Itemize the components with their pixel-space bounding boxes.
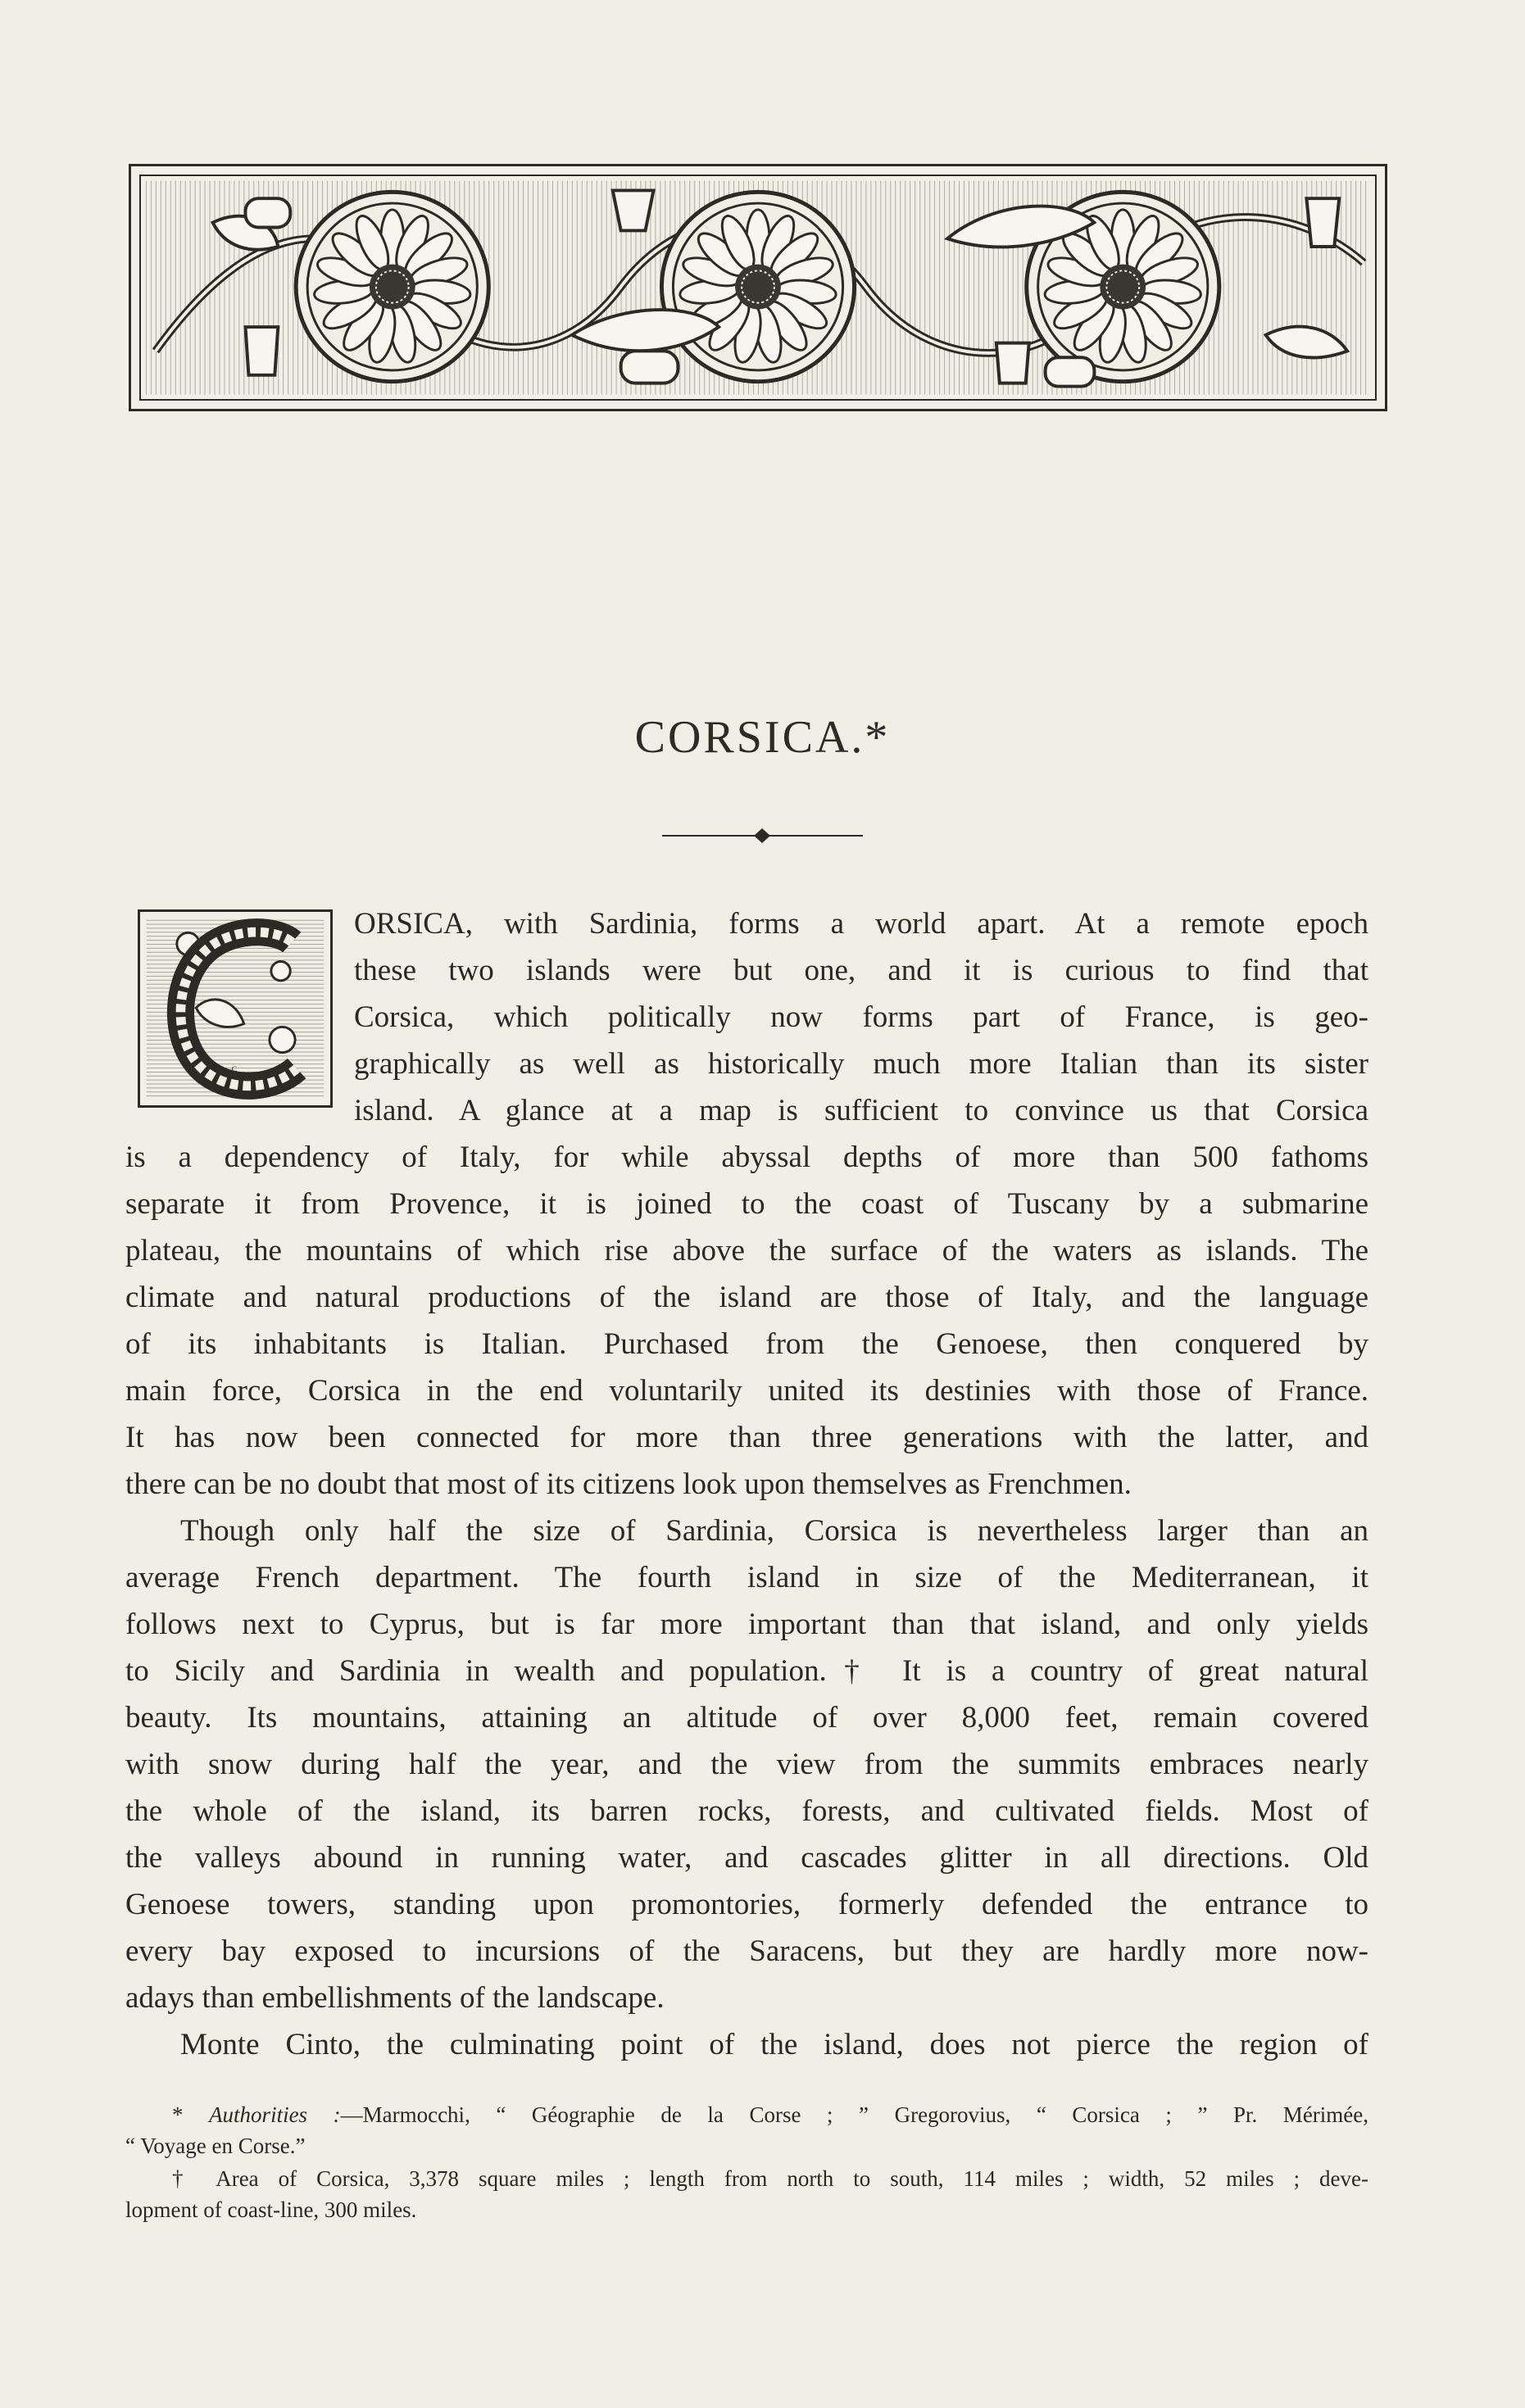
- text-line: the valleys abound in running water, and cascades glitter in all directions. Old: [125, 1841, 1368, 1875]
- text-line: these two islands were but one, and it is curious to find that: [354, 954, 1368, 987]
- text-line: adays than embellishments of the landscape.: [125, 1981, 665, 2015]
- ornamental-initial-c-icon: [140, 912, 330, 1105]
- dropcap-letter: C: [231, 1065, 238, 1075]
- text-line: Genoese towers, standing upon promontories, formerly defended the entrance to: [125, 1888, 1368, 1921]
- text-line: Monte Cinto, the culminating point of the island, does not pierce the region of: [180, 2028, 1368, 2061]
- text-line: Corsica, which politically now forms part of France, is geo-: [354, 1000, 1368, 1034]
- text-line: main force, Corsica in the end voluntarily united its destinies with those of France.: [125, 1374, 1368, 1408]
- text-line: separate it from Provence, it is joined to the coast of Tuscany by a submarine: [125, 1187, 1368, 1221]
- page-title: CORSICA.*: [634, 712, 891, 763]
- text-line: It has now been connected for more than three generations with the latter, and: [125, 1421, 1368, 1454]
- text-line: beauty. Its mountains, attaining an altitude of over 8,000 feet, remain covered: [125, 1701, 1368, 1735]
- text-line: there can be no doubt that most of its citizens look upon themselves as Frenchmen.: [125, 1467, 1132, 1501]
- floral-ornament-icon: [131, 166, 1385, 409]
- text-line: island. A glance at a map is sufficient to convince us that Corsica: [354, 1094, 1368, 1127]
- text-line: follows next to Cyprus, but is far more important than that island, and only yields: [125, 1608, 1368, 1641]
- diamond-rule-icon: [662, 826, 863, 846]
- text-line: Though only half the size of Sardinia, Corsica is nevertheless larger than an: [180, 1514, 1368, 1548]
- text-line: plateau, the mountains of which rise above the surface of the waters as islands. The: [125, 1234, 1368, 1267]
- drop-cap: [138, 909, 333, 1108]
- text-line: is a dependency of Italy, for while abyssal depths of more than 500 fathoms: [125, 1141, 1368, 1174]
- text-line: to Sicily and Sardinia in wealth and population.† It is a country of great natural: [125, 1654, 1368, 1688]
- text-line: average French department. The fourth island in size of the Mediterranean, it: [125, 1561, 1368, 1594]
- text-line: of its inhabitants is Italian. Purchased from the Genoese, then conquered by: [125, 1327, 1368, 1361]
- footnote-2-line-1: † Area of Corsica, 3,378 square miles ; length from north to south, 114 miles ; width, 52 miles ; deve-: [172, 2166, 1368, 2191]
- text-line: every bay exposed to incursions of the Saracens, but they are hardly more now-: [125, 1934, 1368, 1968]
- footnote-1-line-2: “ Voyage en Corse.”: [125, 2134, 306, 2158]
- text-line: ORSICA, with Sardinia, forms a world apart. At a remote epoch: [354, 907, 1368, 941]
- text-line: climate and natural productions of the island are those of Italy, and the language: [125, 1281, 1368, 1314]
- footnote-2-line-2: lopment of coast-line, 300 miles.: [125, 2197, 417, 2222]
- text-line: with snow during half the year, and the view from the summits embraces nearly: [125, 1748, 1368, 1781]
- text-line: graphically as well as historically much more Italian than its sister: [354, 1047, 1368, 1081]
- footnote-label: Authorities :: [209, 2102, 341, 2127]
- text-line: the whole of the island, its barren rocks, forests, and cultivated fields. Most of: [125, 1794, 1368, 1828]
- footnote-marker: *: [172, 2102, 210, 2127]
- footnote-1-line-1: [172, 2099, 1368, 2130]
- floral-ornament-band: [129, 164, 1387, 411]
- footnote-text: —Marmocchi, “ Géographie de la Corse ; ” Gregorovius, “ Corsica ; ” Pr. Mérimée,: [340, 2102, 1369, 2127]
